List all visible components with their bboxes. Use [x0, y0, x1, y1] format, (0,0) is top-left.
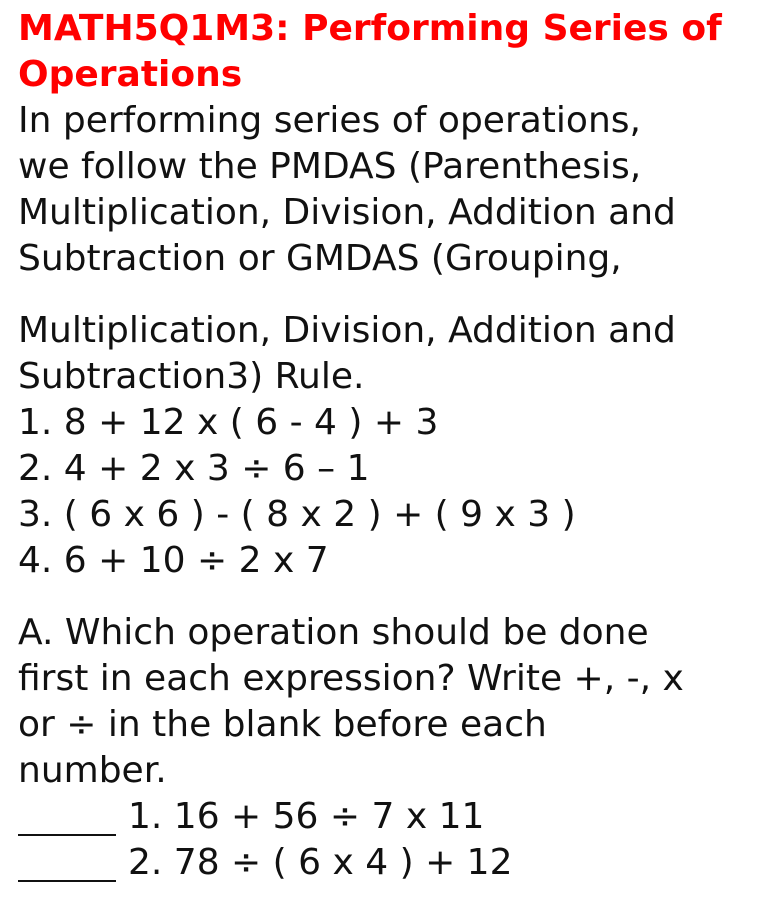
exercise-expression: 2. 78 ÷ ( 6 x 4 ) + 12	[128, 842, 513, 883]
intro-line: In performing series of operations,	[18, 100, 641, 141]
paragraph-gap	[18, 584, 768, 610]
instruction-line: first in each expression? Write +, -, x	[18, 658, 684, 699]
example-item: 4. 6 + 10 ÷ 2 x 7	[18, 540, 329, 581]
intro-line: Multiplication, Division, Addition and	[18, 192, 676, 233]
answer-blank[interactable]	[18, 794, 116, 836]
instruction-line: or ÷ in the blank before each	[18, 704, 547, 745]
intro-continuation	[18, 308, 768, 400]
exercise-expression: 1. 16 + 56 ÷ 7 x 11	[128, 796, 485, 837]
example-item: 3. ( 6 x 6 ) - ( 8 x 2 ) + ( 9 x 3 )	[18, 494, 576, 535]
instruction-line: number.	[18, 750, 167, 791]
intro-line: Subtraction or GMDAS (Grouping,	[18, 238, 622, 279]
section-a-instructions	[18, 610, 768, 794]
intro-paragraph	[18, 98, 768, 282]
section-a-items	[18, 794, 768, 886]
intro-line: we follow the PMDAS (Parenthesis,	[18, 146, 642, 187]
example-item: 2. 4 + 2 x 3 ÷ 6 – 1	[18, 448, 370, 489]
example-list	[18, 400, 768, 584]
paragraph-gap	[18, 282, 768, 308]
intro-line: Subtraction3) Rule.	[18, 356, 365, 397]
example-item: 1. 8 + 12 x ( 6 - 4 ) + 3	[18, 402, 439, 443]
exercise-item	[18, 840, 768, 886]
instruction-line: A. Which operation should be done	[18, 612, 649, 653]
intro-line: Multiplication, Division, Addition and	[18, 310, 676, 351]
page-title: MATH5Q1M3: Performing Series of Operations	[18, 8, 722, 95]
answer-blank[interactable]	[18, 840, 116, 882]
exercise-item	[18, 794, 768, 840]
